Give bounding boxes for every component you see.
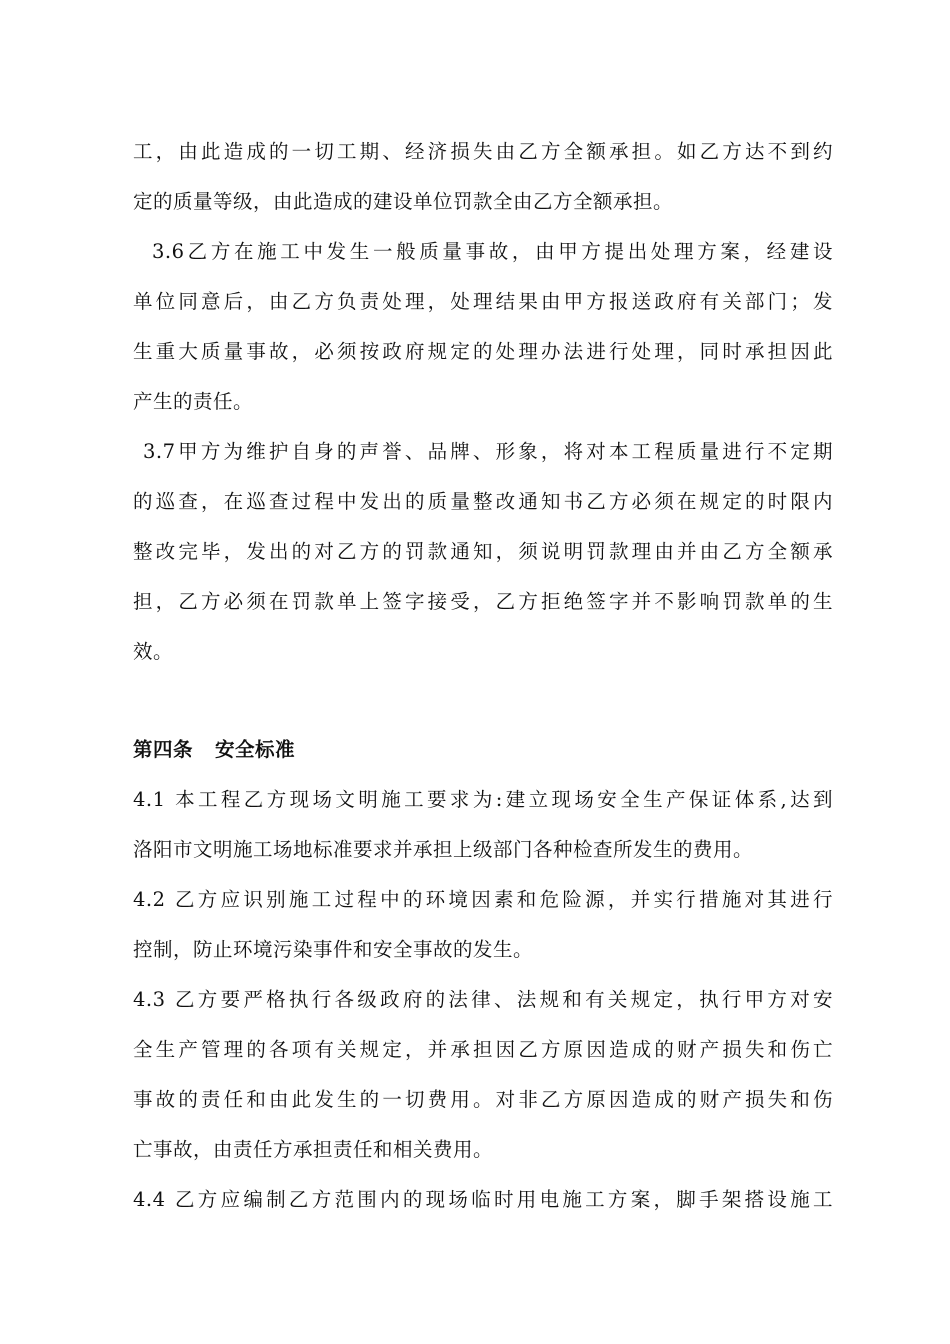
clause-4-4-line: 4.4 乙方应编制乙方范围内的现场临时用电施工方案，脚手架搭设施工: [133, 1188, 833, 1211]
clause-3-6-line: 生重大质量事故，必须按政府规定的处理办法进行处理，同时承担因此: [133, 340, 833, 363]
text-line: 定的质量等级，由此造成的建设单位罚款全由乙方全额承担。: [133, 190, 674, 213]
clause-4-2-line: 控制，防止环境污染事件和安全事故的发生。: [133, 938, 534, 961]
article-number: 第四条: [133, 738, 194, 761]
clause-3-7-line: 担，乙方必须在罚款单上签字接受，乙方拒绝签字并不影响罚款单的生: [133, 590, 833, 613]
clause-4-3-line: 4.3 乙方要严格执行各级政府的法律、法规和有关规定，执行甲方对安: [133, 988, 833, 1011]
clause-4-3-line: 全生产管理的各项有关规定，并承担因乙方原因造成的财产损失和伤亡: [133, 1038, 833, 1061]
article-heading: [133, 736, 833, 764]
clause-3-6-line: 3.6乙方在施工中发生一般质量事故，由甲方提出处理方案，经建设: [152, 240, 833, 263]
clause-3-6-line: 产生的责任。: [133, 390, 254, 413]
clause-4-3-line: 亡事故，由责任方承担责任和相关费用。: [133, 1138, 494, 1161]
article-title: 安全标准: [215, 738, 296, 761]
clause-4-1-line: 洛阳市文明施工场地标准要求并承担上级部门各种检查所发生的费用。: [133, 838, 754, 861]
clause-3-7-line: 效。: [133, 640, 174, 663]
clause-3-7-line: 整改完毕，发出的对乙方的罚款通知，须说明罚款理由并由乙方全额承: [133, 540, 833, 563]
clause-3-6-line: 单位同意后，由乙方负责处理，处理结果由甲方报送政府有关部门；发: [133, 290, 833, 313]
text-line: 工，由此造成的一切工期、经济损失由乙方全额承担。如乙方达不到约: [133, 140, 833, 163]
clause-4-2-line: 4.2 乙方应识别施工过程中的环境因素和危险源，并实行措施对其进行: [133, 888, 833, 911]
clause-3-7-line: 的巡查，在巡查过程中发出的质量整改通知书乙方必须在规定的时限内: [133, 490, 833, 513]
clause-4-3-line: 事故的责任和由此发生的一切费用。对非乙方原因造成的财产损失和伤: [133, 1088, 833, 1111]
clause-4-1-line: 4.1 本工程乙方现场文明施工要求为:建立现场安全生产保证体系,达到: [133, 788, 833, 811]
clause-3-7-line: 3.7甲方为维护自身的声誉、品牌、形象，将对本工程质量进行不定期: [143, 440, 833, 463]
